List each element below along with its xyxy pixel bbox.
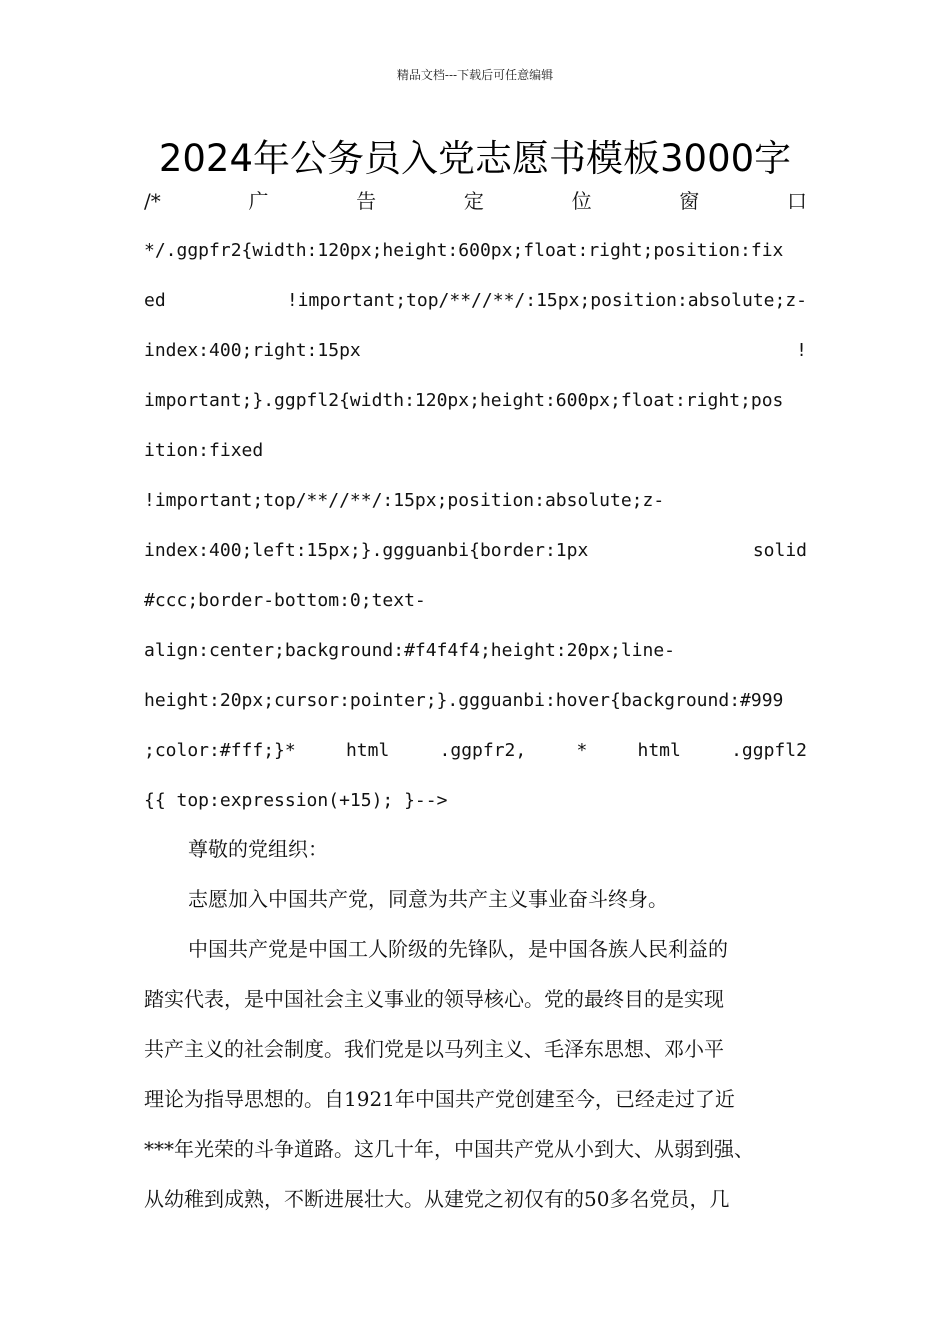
paragraph-line: ***年光荣的斗争道路。这几十年，中国共产党从小到大、从弱到强、 — [144, 1137, 754, 1161]
ad-code-line: */.ggpfr2{width:120px;height:600px;float:right;position:fix — [144, 240, 784, 261]
ad-code-segment: index:400;right:15px — [144, 340, 361, 361]
ad-token: 广 — [248, 189, 269, 213]
ad-code-segment: index:400;left:15px;}.ggguanbi{border:1px — [144, 540, 589, 561]
ad-code-line: height:20px;cursor:pointer;}.ggguanbi:hover{background:#999 — [144, 690, 784, 711]
paragraph-line: 踏实代表，是中国社会主义事业的领导核心。党的最终目的是实现 — [144, 987, 724, 1011]
header-note: 精品文档---下载后可任意编辑 — [396, 68, 554, 82]
document-title: 2024年公务员入党志愿书模板3000字 — [158, 137, 792, 180]
ad-token: 告 — [356, 189, 377, 213]
ad-code-segment: .ggpfr2, — [439, 740, 527, 761]
ad-code-line: important;}.ggpfl2{width:120px;height:600px;float:right;pos — [144, 390, 784, 411]
paragraph-line: 志愿加入中国共产党，同意为共产主义事业奋斗终身。 — [188, 887, 668, 911]
ad-code-line: ition:fixed — [144, 440, 264, 461]
ad-code-segment: html — [345, 740, 390, 761]
paragraph-line: 理论为指导思想的。自1921年中国共产党创建至今，已经走过了近 — [144, 1087, 735, 1111]
ad-code-line — [144, 286, 807, 316]
salutation: 尊敬的党组织： — [188, 837, 328, 861]
ad-code-segment: ed — [144, 290, 166, 311]
ad-code-segment: ;color:#fff;}* — [144, 740, 296, 761]
ad-code-segment: * — [576, 740, 588, 761]
ad-token: 窗 — [679, 189, 700, 213]
ad-code-segment: !important;top/**//**/:15px;position:absolute;z- — [286, 290, 807, 311]
ad-code-line: {{ top:expression(+15); }--> — [144, 790, 448, 811]
paragraph-line: 中国共产党是中国工人阶级的先锋队，是中国各族人民利益的 — [188, 937, 728, 961]
ad-token: /* — [144, 189, 161, 213]
paragraph-line: 共产主义的社会制度。我们党是以马列主义、毛泽东思想、邓小平 — [144, 1037, 724, 1061]
ad-code-line — [144, 736, 807, 766]
ad-code-line — [144, 536, 807, 566]
ad-code-line: #ccc;border-bottom:0;text- — [144, 590, 426, 611]
ad-code-line: !important;top/**//**/:15px;position:absolute;z- — [144, 490, 665, 511]
ad-code-line: align:center;background:#f4f4f4;height:20px;line- — [144, 640, 676, 661]
ad-comment-first-line — [144, 186, 807, 216]
ad-code-segment: html — [637, 740, 681, 761]
ad-token: 位 — [571, 189, 592, 213]
paragraph-line: 从幼稚到成熟，不断进展壮大。从建党之初仅有的50多名党员，几 — [144, 1187, 730, 1211]
ad-code-segment: .ggpfl2 — [731, 740, 807, 761]
ad-code-segment: solid — [752, 540, 807, 561]
ad-code-line — [144, 336, 807, 366]
ad-token: 定 — [463, 189, 484, 213]
ad-code-segment: ! — [796, 340, 807, 361]
ad-token: 口 — [786, 189, 807, 213]
